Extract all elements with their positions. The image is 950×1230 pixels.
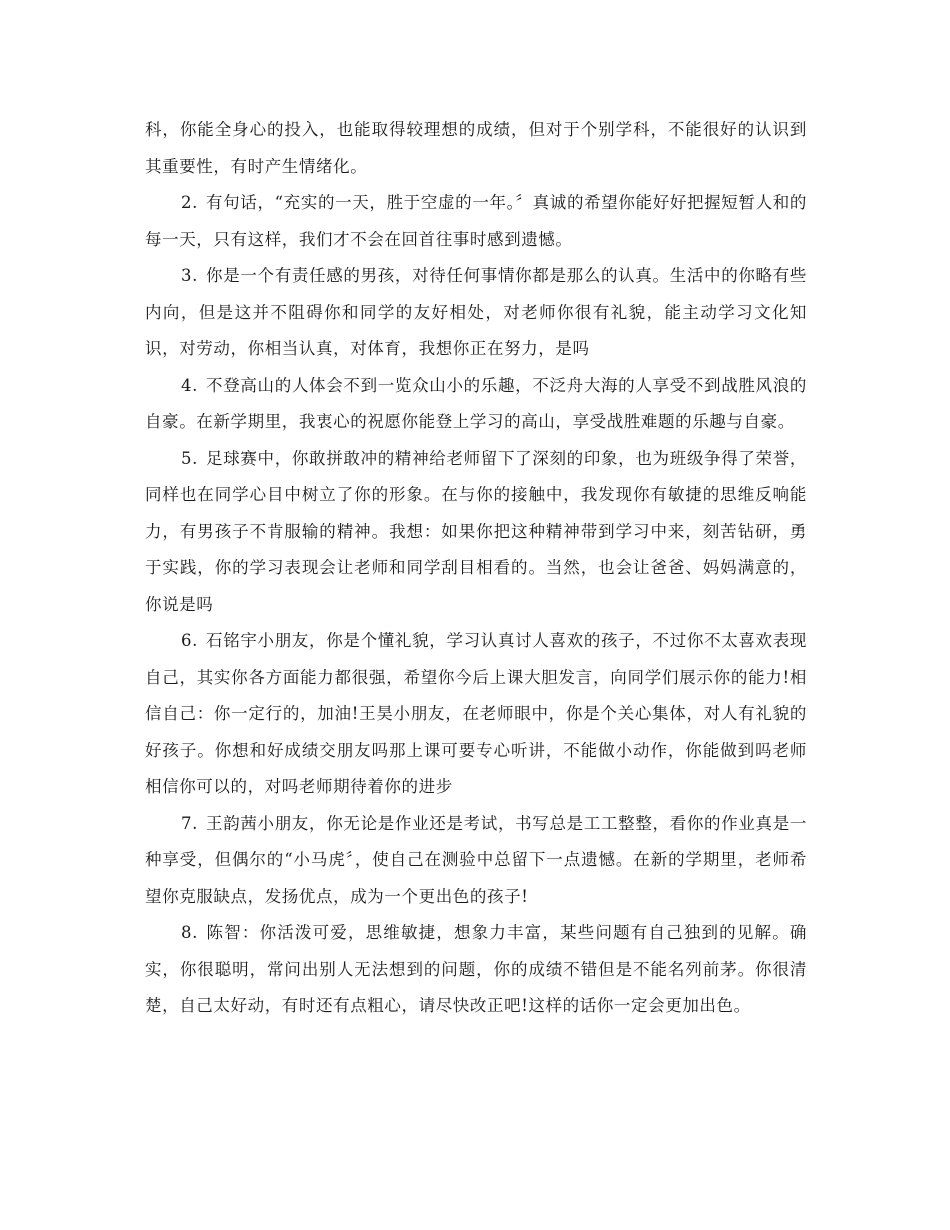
paragraph-text: 有句话，“充实的一天，胜于空虚的一年。〞真诚的希望你能好好把握短暂人和的每一天，只有这样，我们才不会在回首往事时感到遗憾。	[145, 193, 807, 249]
paragraph-text: 足球赛中，你敢拼敢冲的精神给老师留下了深刻的印象，也为班级争得了荣誉，同样也在同学心目中树立了你的形象。在与你的接触中，我发现你有敏捷的思维反响能力，有男孩子不肯服输的精神。我想：如果你把这种精神带到学习中来，刻苦钻研，勇于实践，你的学习表现会让老师和同学刮目相看的。当然，也会让爸爸、妈妈满意的，你说是吗	[145, 448, 807, 614]
paragraph-item-4	[145, 368, 807, 441]
document-body	[145, 112, 807, 1025]
paragraph-item-8	[145, 915, 807, 1025]
paragraph-item-5	[145, 441, 807, 624]
paragraph-item-7	[145, 806, 807, 916]
paragraph-continuation	[145, 112, 807, 185]
paragraph-number: 4.	[181, 375, 198, 395]
paragraph-number: 7.	[181, 813, 198, 833]
paragraph-text: 你是一个有责任感的男孩，对待任何事情你都是那么的认真。生活中的你略有些内向，但是这并不阻碍你和同学的友好相处，对老师你很有礼貌，能主动学习文化知识，对劳动，你相当认真，对体育，我想你正在努力，是吗	[145, 266, 807, 358]
paragraph-item-6	[145, 623, 807, 806]
paragraph-number: 8.	[181, 923, 198, 942]
paragraph-text: 不登高山的人体会不到一览众山小的乐趣，不泛舟大海的人享受不到战胜风浪的自豪。在新学期里，我衷心的祝愿你能登上学习的高山，享受战胜难题的乐趣与自豪。	[145, 375, 807, 431]
paragraph-number: 2.	[181, 193, 198, 212]
paragraph-text: 陈智：你活泼可爱，思维敏捷，想象力丰富，某些问题有自己独到的见解。确实，你很聪明，常问出别人无法想到的问题，你的成绩不错但是不能名列前茅。你很清楚，自己太好动，有时还有点粗心，请尽快改正吧!这样的话你一定会更加出色。	[145, 923, 807, 1015]
paragraph-item-3	[145, 258, 807, 368]
paragraph-number: 6.	[181, 631, 198, 650]
paragraph-item-2	[145, 185, 807, 258]
paragraph-text: 石铭宇小朋友，你是个懂礼貌，学习认真讨人喜欢的孩子，不过你不太喜欢表现自己，其实你各方面能力都很强，希望你今后上课大胆发言，向同学们展示你的能力!相信自己：你一定行的，加油!王昊小朋友，在老师眼中，你是个关心集体，对人有礼貌的好孩子。你想和好成绩交朋友吗那上课可要专心听讲，不能做小动作，你能做到吗老师相信你可以的，对吗老师期待着你的进步	[145, 631, 807, 796]
paragraph-number: 3.	[181, 266, 198, 285]
paragraph-text: 科，你能全身心的投入，也能取得较理想的成绩，但对于个别学科，不能很好的认识到其重要性，有时产生情绪化。	[145, 120, 807, 176]
paragraph-text: 王韵茜小朋友，你无论是作业还是考试，书写总是工工整整，看你的作业真是一种享受，但偶尔的“小马虎〞，使自己在测验中总留下一点遗憾。在新的学期里，老师希望你克服缺点，发扬优点，成为一个更出色的孩子!	[145, 813, 807, 906]
paragraph-number: 5.	[181, 448, 198, 468]
